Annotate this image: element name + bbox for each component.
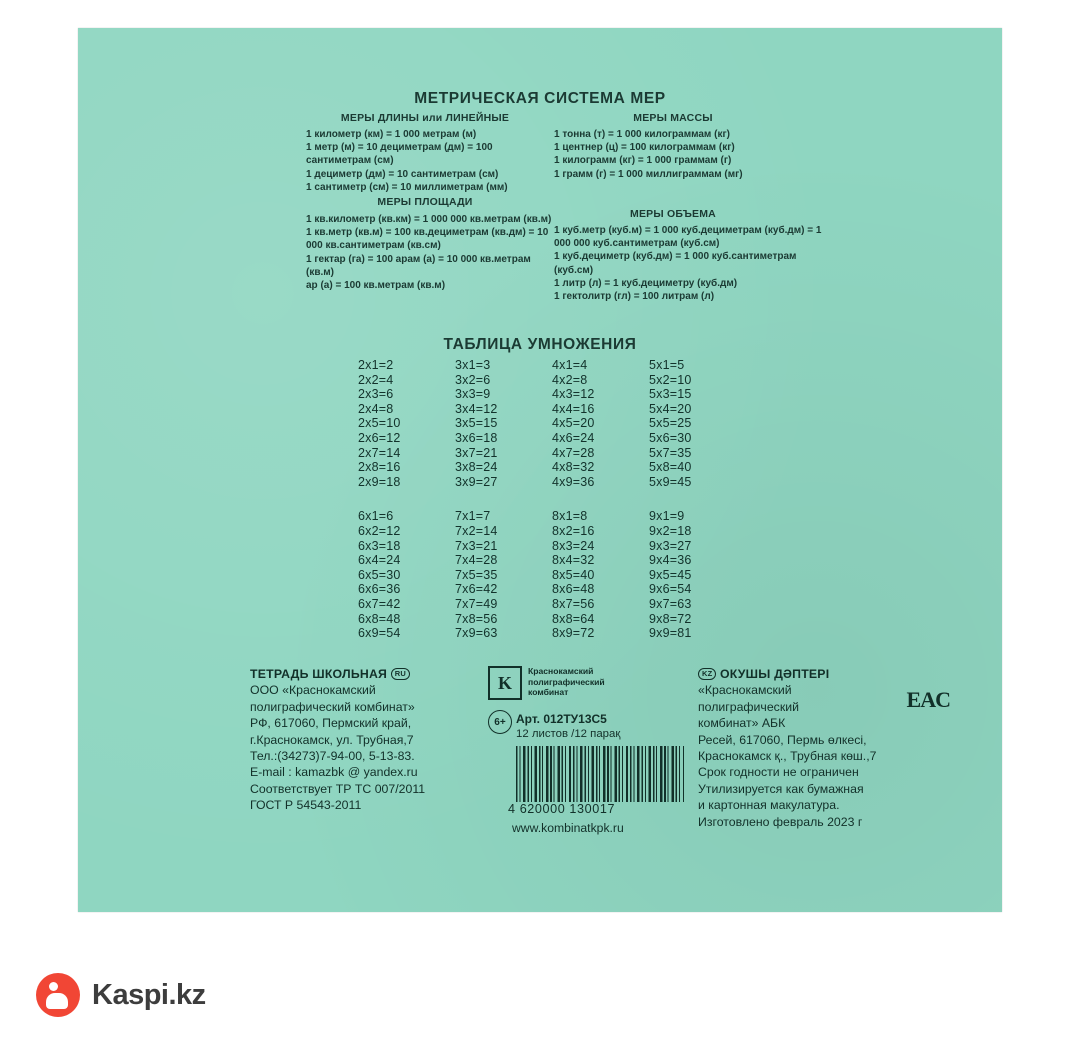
multiplication-entry: 9x4=36 — [649, 553, 692, 568]
multiplication-entry: 6x8=48 — [358, 611, 401, 626]
area-measures-heading: МЕРЫ ПЛОЩАДИ — [377, 196, 473, 208]
multiplication-column — [358, 509, 455, 640]
measure-line: 1 килограмм (кг) = 1 000 граммам (г) — [554, 155, 732, 167]
measure-line: 1 куб.метр (куб.м) = 1 000 куб.дециметрам (куб.дм) = 1 000 000 куб.сантиметрам (куб.см) — [554, 225, 822, 250]
multiplication-entry: 4x4=16 — [552, 401, 595, 416]
kombinat-logo-words — [528, 666, 605, 698]
multiplication-column — [455, 509, 552, 640]
measure-line: 1 грамм (г) = 1 000 миллиграммам (мг) — [554, 168, 743, 180]
multiplication-entry: 8x3=24 — [552, 538, 595, 553]
measure-line: 1 куб.дециметр (куб.дм) = 1 000 куб.сантиметрам (куб.см) — [554, 251, 797, 276]
multiplication-entry: 6x9=54 — [358, 626, 401, 641]
multiplication-entry: 7x6=42 — [455, 582, 498, 597]
multiplication-entry: 9x6=54 — [649, 582, 692, 597]
multiplication-entry: 4x1=4 — [552, 358, 588, 372]
multiplication-entry: 6x1=6 — [358, 509, 394, 524]
multiplication-entry: 6x5=30 — [358, 567, 401, 582]
multiplication-entry: 2x1=2 — [358, 358, 394, 372]
multiplication-entry: 6x2=12 — [358, 523, 401, 538]
notebook-back-cover — [78, 28, 1002, 912]
imprint-line: г.Краснокамск, ул. Трубная,7 — [250, 732, 414, 747]
imprint-line: Ресей, 617060, Пермь өлкесі, — [698, 732, 867, 747]
imprint-line: Срок годности не ограничен — [698, 765, 859, 780]
imprint-title-kz: KZ ОКУШЫ ДӘПТЕРІ — [698, 666, 958, 682]
measure-line: 1 кв.километр (кв.км) = 1 000 000 кв.метрам (кв.м) — [306, 214, 552, 225]
multiplication-entry: 7x3=21 — [455, 538, 498, 553]
multiplication-entry: 3x4=12 — [455, 401, 498, 416]
imprint-line: полиграфический комбинат» — [250, 699, 415, 714]
mass-measures-heading: МЕРЫ МАССЫ — [633, 112, 713, 124]
multiplication-column — [649, 509, 746, 640]
multiplication-block-2 — [358, 509, 748, 640]
measure-line: ар (а) = 100 кв.метрам (кв.м) — [306, 280, 446, 292]
multiplication-entry: 3x7=21 — [455, 445, 498, 460]
multiplication-entry: 5x3=15 — [649, 387, 692, 402]
multiplication-entry: 3x2=6 — [455, 372, 491, 387]
volume-measures-list — [554, 224, 824, 303]
barcode-icon — [516, 746, 684, 802]
multiplication-entry: 5x2=10 — [649, 372, 692, 387]
multiplication-entry: 8x4=32 — [552, 553, 595, 568]
measure-line: 1 километр (км) = 1 000 метрам (м) — [306, 129, 477, 140]
mass-measures-list — [554, 128, 824, 181]
length-measures-list — [306, 128, 558, 194]
measure-line: 1 центнер (ц) = 100 килограммам (кг) — [554, 142, 735, 154]
multiplication-entry: 6x7=42 — [358, 596, 401, 611]
multiplication-column — [358, 358, 455, 489]
article-number: Арт. 012ТУ13С5 — [516, 712, 607, 726]
measure-line: 1 гектолитр (гл) = 100 литрам (л) — [554, 291, 715, 303]
kaspi-logo-icon — [36, 973, 80, 1017]
multiplication-entry: 5x6=30 — [649, 430, 692, 445]
ru-badge: RU — [391, 668, 410, 680]
multiplication-entry: 9x7=63 — [649, 596, 692, 611]
multiplication-entry: 7x5=35 — [455, 567, 498, 582]
multiplication-entry: 5x9=45 — [649, 474, 692, 489]
multiplication-entry: 2x2=4 — [358, 372, 394, 387]
multiplication-entry: 5x7=35 — [649, 445, 692, 460]
manufacturer-website: www.kombinatkpk.ru — [512, 821, 624, 835]
multiplication-entry: 4x8=32 — [552, 460, 595, 475]
multiplication-entry: 4x7=28 — [552, 445, 595, 460]
imprint-line: Утилизируется как бумажная — [698, 781, 864, 796]
multiplication-entry: 3x9=27 — [455, 474, 498, 489]
multiplication-column — [455, 358, 552, 489]
multiplication-table-title: ТАБЛИЦА УМНОЖЕНИЯ — [443, 336, 637, 353]
multiplication-entry: 7x4=28 — [455, 553, 498, 568]
multiplication-entry: 2x4=8 — [358, 401, 394, 416]
multiplication-entry: 8x2=16 — [552, 523, 595, 538]
logo-word: полиграфический — [528, 676, 605, 687]
multiplication-entry: 9x5=45 — [649, 567, 692, 582]
imprint-line: Краснокамск қ., Трубная көш.,7 — [698, 749, 877, 764]
multiplication-entry: 9x1=9 — [649, 509, 685, 524]
multiplication-entry: 6x4=24 — [358, 553, 401, 568]
imprint-line: и картонная макулатура. — [698, 798, 840, 813]
imprint-line: РФ, 617060, Пермский край, — [250, 716, 412, 731]
multiplication-entry: 6x6=36 — [358, 582, 401, 597]
multiplication-entry: 9x8=72 — [649, 611, 692, 626]
sheet-count: 12 листов /12 парақ — [516, 728, 621, 740]
multiplication-entry: 6x3=18 — [358, 538, 401, 553]
imprint-title-ru: ТЕТРАДЬ ШКОЛЬНАЯ RU — [250, 666, 512, 682]
multiplication-entry: 5x1=5 — [649, 358, 685, 372]
multiplication-entry: 7x1=7 — [455, 509, 491, 524]
measure-line: 1 сантиметр (см) = 10 миллиметрам (мм) — [306, 181, 508, 193]
multiplication-entry: 7x2=14 — [455, 523, 498, 538]
multiplication-entry: 3x1=3 — [455, 358, 491, 372]
multiplication-entry: 4x9=36 — [552, 474, 595, 489]
measure-line: 1 литр (л) = 1 куб.дециметру (куб.дм) — [554, 277, 738, 289]
imprint-area — [78, 658, 1002, 898]
multiplication-entry: 2x5=10 — [358, 416, 401, 431]
multiplication-entry: 8x7=56 — [552, 596, 595, 611]
area-measures-list — [306, 213, 558, 292]
imprint-line: Соответствует ТР ТС 007/2011 — [250, 781, 426, 796]
logo-word: комбинат — [528, 687, 569, 698]
kombinat-logo-icon: K — [488, 666, 522, 700]
multiplication-entry: 5x4=20 — [649, 401, 692, 416]
multiplication-entry: 2x7=14 — [358, 445, 401, 460]
eac-mark-icon: EAC — [906, 687, 950, 712]
multiplication-entry: 2x3=6 — [358, 387, 394, 402]
imprint-line: «Краснокамский — [698, 683, 792, 698]
multiplication-entry: 2x8=16 — [358, 460, 401, 475]
multiplication-entry: 8x6=48 — [552, 582, 595, 597]
multiplication-entry: 3x8=24 — [455, 460, 498, 475]
imprint-line: ГОСТ Р 54543-2011 — [250, 798, 362, 813]
multiplication-entry: 3x3=9 — [455, 387, 491, 402]
multiplication-entry: 5x5=25 — [649, 416, 692, 431]
multiplication-entry: 3x6=18 — [455, 430, 498, 445]
multiplication-column — [649, 358, 746, 489]
logo-word: Краснокамский — [528, 666, 594, 676]
age-rating-icon: 6+ — [488, 710, 512, 734]
multiplication-column — [552, 358, 649, 489]
multiplication-entry: 9x3=27 — [649, 538, 692, 553]
multiplication-entry: 9x9=81 — [649, 626, 692, 641]
multiplication-entry: 8x5=40 — [552, 567, 595, 582]
multiplication-entry: 7x9=63 — [455, 626, 498, 641]
multiplication-block-1 — [358, 358, 748, 489]
imprint-line: полиграфический — [698, 699, 799, 714]
kz-badge: KZ — [698, 668, 716, 680]
multiplication-entry: 4x6=24 — [552, 430, 595, 445]
metric-system-title: МЕТРИЧЕСКАЯ СИСТЕМА МЕР — [414, 90, 666, 107]
kaspi-watermark — [36, 973, 206, 1017]
measure-line: 1 гектар (га) = 100 арам (а) = 10 000 кв.метрам (кв.м) — [306, 253, 531, 278]
imprint-russian — [250, 666, 512, 814]
manufacturer-logo-block — [488, 666, 688, 835]
imprint-line: E-mail : kamazbk @ yandex.ru — [250, 765, 418, 780]
barcode-number: 4 620000 130017 — [508, 802, 616, 816]
multiplication-entry: 7x7=49 — [455, 596, 498, 611]
measure-line: 1 дециметр (дм) = 10 сантиметрам (см) — [306, 168, 499, 180]
measure-line: 1 кв.метр (кв.м) = 100 кв.дециметрам (кв.дм) = 10 000 кв.сантиметрам (кв.см) — [306, 227, 549, 252]
multiplication-entry: 8x9=72 — [552, 626, 595, 641]
multiplication-entry: 4x2=8 — [552, 372, 588, 387]
multiplication-entry: 3x5=15 — [455, 416, 498, 431]
multiplication-entry: 4x5=20 — [552, 416, 595, 431]
multiplication-entry: 5x8=40 — [649, 460, 692, 475]
multiplication-column — [552, 509, 649, 640]
imprint-line: комбинат» АБК — [698, 716, 786, 731]
multiplication-entry: 8x1=8 — [552, 509, 588, 524]
multiplication-entry: 2x9=18 — [358, 474, 401, 489]
multiplication-entry: 8x8=64 — [552, 611, 595, 626]
multiplication-entry: 2x6=12 — [358, 430, 401, 445]
length-measures-heading: МЕРЫ ДЛИНЫ или ЛИНЕЙНЫЕ — [340, 112, 510, 124]
measure-line: 1 метр (м) = 10 дециметрам (дм) = 100 сантиметрам (см) — [306, 142, 493, 167]
multiplication-entry: 7x8=56 — [455, 611, 498, 626]
imprint-kazakh — [698, 666, 958, 830]
imprint-line: Изготовлено февраль 2023 г — [698, 814, 863, 829]
imprint-line: Тел.:(34273)7-94-00, 5-13-83. — [250, 749, 415, 764]
measure-line: 1 тонна (т) = 1 000 килограммам (кг) — [554, 129, 730, 140]
imprint-line: ООО «Краснокамский — [250, 683, 376, 698]
kaspi-watermark-text: Kaspi.kz — [92, 978, 206, 1011]
multiplication-entry: 9x2=18 — [649, 523, 692, 538]
multiplication-entry: 4x3=12 — [552, 387, 595, 402]
volume-measures-heading: МЕРЫ ОБЪЕМА — [630, 208, 716, 220]
multiplication-table — [358, 358, 748, 661]
